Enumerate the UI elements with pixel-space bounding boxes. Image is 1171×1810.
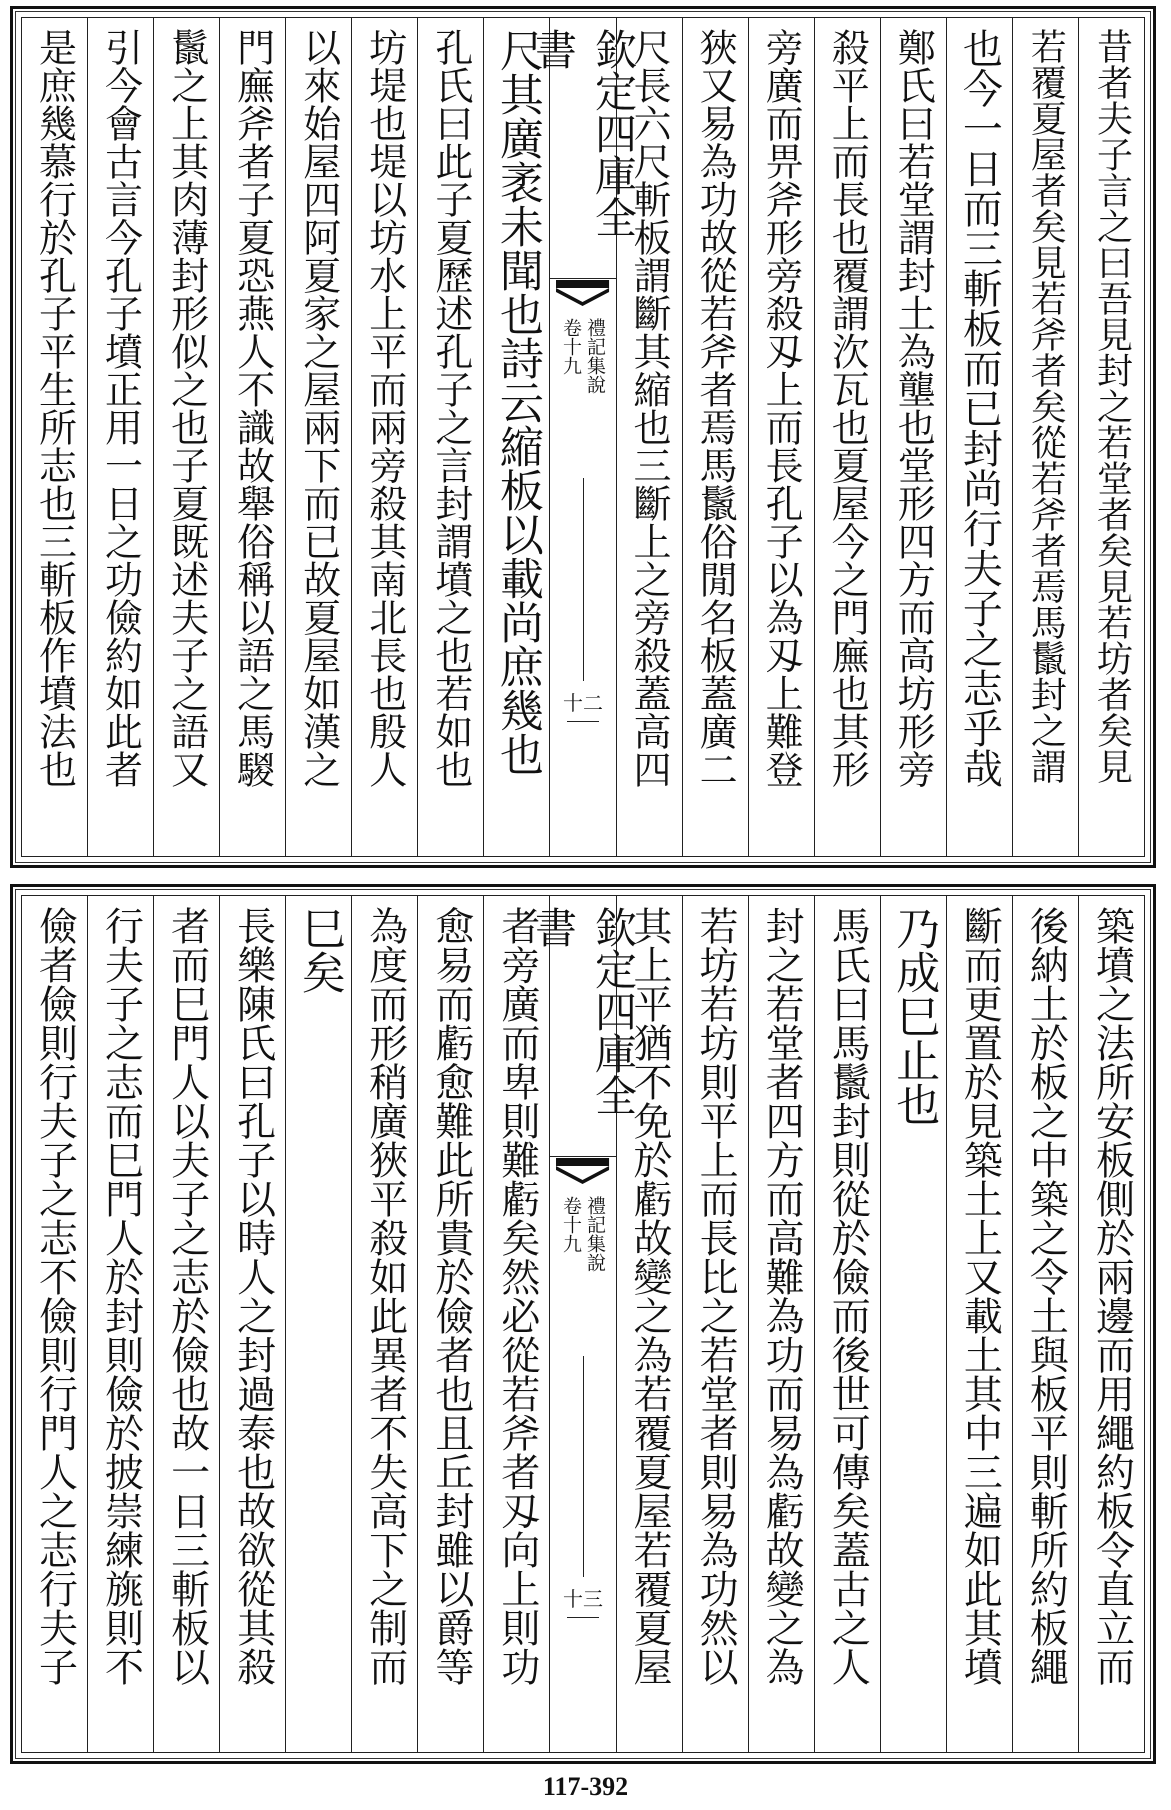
text-column: 長樂陳氏曰孔子以時人之封過泰也故欲從其殺 — [219, 896, 285, 1752]
fold-rule — [567, 721, 600, 722]
book-info — [550, 318, 615, 468]
text-column: 尺其廣袤未聞也詩云縮板以載尚庶幾也 — [483, 18, 549, 856]
text-column: 後納土於板之中築之令土與板平則斬所約板繩 — [1012, 896, 1078, 1752]
collection-title: 欽定四庫全書 — [550, 902, 615, 1157]
fold-divider — [583, 478, 584, 681]
book-info — [550, 1196, 615, 1346]
text-column: 斷而更置於見築土上又載土其中三遍如此其墳 — [946, 896, 1012, 1752]
text-column: 者旁廣而卑則難虧矣然必從若斧者刄向上則功 — [483, 896, 549, 1752]
text-column: 鬛之上其肉薄封形似之也子夏既述夫子之語又 — [153, 18, 219, 856]
text-column: 行夫子之志而巳門人於封則儉於披崇練旐則不 — [87, 896, 153, 1752]
text-column: 也今一日而三斬板而已封尚行夫子之志乎哉 — [946, 18, 1012, 856]
volume-label: 卷十九 — [559, 318, 582, 375]
leaf-number: 十二 — [562, 691, 603, 715]
fold-divider — [583, 1356, 584, 1577]
book-title: 禮記集說 — [583, 1196, 606, 1272]
text-column: 為度而形稍廣狹平殺如此異者不失高下之制而 — [351, 896, 417, 1752]
lower-page — [10, 884, 1156, 1764]
text-column: 儉者儉則行夫子之志不儉則行門人之志行夫子 — [32, 906, 78, 1686]
text-column: 是庶幾慕行於孔子平生所志也三斬板作墳法也 — [32, 28, 77, 788]
lower-page-frame — [21, 895, 1145, 1753]
text-column: 其上平猶不免於虧故變之為若覆夏屋若覆夏屋 — [616, 896, 682, 1752]
text-column: 若坊若坊則平上而長比之若堂者則易為功然以 — [682, 896, 748, 1752]
fold-rule — [567, 1617, 600, 1618]
text-column: 馬氏曰馬鬛封則從於儉而後世可傳矣蓋古之人 — [814, 896, 880, 1752]
lower-page-columns — [22, 896, 1144, 1752]
upper-page-frame — [21, 17, 1145, 857]
text-column: 封之若堂者四方而高難為功而易為虧故變之為 — [748, 896, 814, 1752]
volume-label: 卷十九 — [559, 1196, 582, 1253]
text-column: 築墳之法所安板側於兩邊而用繩約板令直立而 — [1078, 896, 1144, 1752]
center-fold — [528, 18, 638, 856]
text-column: 巳矣 — [285, 896, 351, 1752]
text-column: 以來始屋四阿夏家之屋兩下而已故夏屋如漢之 — [285, 18, 351, 856]
text-column: 旁廣而畀斧形旁殺刄上而長孔子以為刄上難登 — [748, 18, 814, 856]
text-column: 坊堤也堤以坊水上平而兩旁殺其南北長也殷人 — [351, 18, 417, 856]
book-title: 禮記集說 — [583, 318, 606, 394]
text-column: 者而巳門人以夫子之志於儉也故一日三斬板以 — [153, 896, 219, 1752]
text-column: 若覆夏屋者矣見若斧者矣從若斧者焉馬鬛封之謂 — [1012, 18, 1078, 856]
fishtail-mark-icon — [556, 1158, 609, 1184]
page-number: 117-392 — [542, 1772, 629, 1801]
upper-page — [10, 6, 1156, 868]
upper-page-columns — [22, 18, 1144, 856]
center-fold — [528, 896, 638, 1752]
text-column: 殺平上而長也覆謂㳄瓦也夏屋今之門廡也其形 — [814, 18, 880, 856]
text-column: 愈易而虧愈難此所貴於儉者也且丘封雖以爵等 — [417, 896, 483, 1752]
collection-title: 欽定四庫全書 — [550, 24, 615, 279]
text-column: 引今會古言今孔子墳正用一日之功儉約如此者 — [87, 18, 153, 856]
text-column: 昔者夫子言之曰吾見封之若堂者矣見若坊者矣見 — [1078, 18, 1144, 856]
text-column: 門廡斧者子夏恐燕人不識故舉俗稱以語之馬騣 — [219, 18, 285, 856]
fishtail-mark-icon — [556, 280, 609, 306]
text-column: 鄭氏曰若堂謂封土為壟也堂形四方而高坊形旁 — [880, 18, 946, 856]
text-column: 乃成巳止也 — [880, 896, 946, 1752]
leaf-number: 十三 — [562, 1587, 603, 1611]
text-column: 狹又易為功故從若斧者焉馬鬛俗閒名板蓋廣二 — [682, 18, 748, 856]
text-column: 尺長六尺斬板謂斷其縮也三斷上之旁殺蓋高四 — [616, 18, 682, 856]
text-column: 孔氏曰此子夏歷述孔子之言封謂墳之也若如也 — [417, 18, 483, 856]
